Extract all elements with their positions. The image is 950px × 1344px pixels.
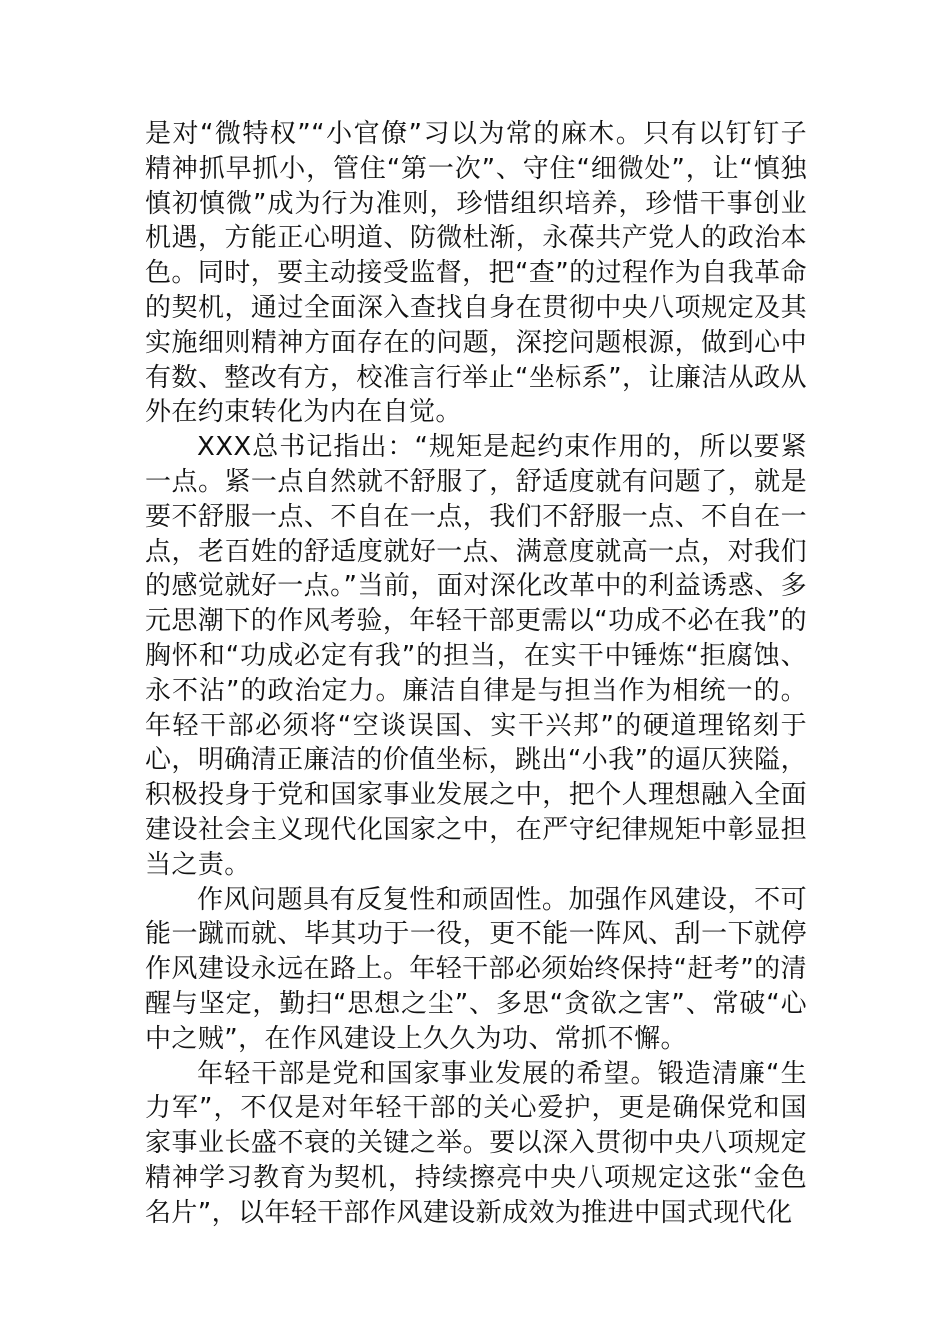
paragraph-2: XXX总书记指出：“规矩是起约束作用的，所以要紧一点。紧一点自然就不舒服了，舒适度就有问题了，就是要不舒服一点、不自在一点，我们不舒服一点、不自在一点，老百姓的舒适度就好一点、满意度就高一点，对我们的感觉就好一点。”当前，面对深化改革中的利益诱惑、多元思潮下的作风考验，年轻干部更需以“功成不必在我”的胸怀和“功成必定有我”的担当，在实干中锤炼“拒腐蚀、永不沾”的政治定力。廉洁自律是与担当作为相统一的。年轻干部必须将“空谈误国、实干兴邦”的硬道理铭刻于心，明确清正廉洁的价值坐标，跳出“小我”的逼仄狭隘，积极投身于党和国家事业发展之中，把个人理想融入全面建设社会主义现代化国家之中，在严守纪律规矩中彰显担当之责。 (145, 432, 807, 880)
paragraph-1: 是对“微特权”“小官僚”习以为常的麻木。只有以钉钉子精神抓早抓小，管住“第一次”、守住“细微处”，让“慎独慎初慎微”成为行为准则，珍惜组织培养，珍惜干事创业机遇，方能正心明道、防微杜渐，永葆共产党人的政治本色。同时，要主动接受监督，把“查”的过程作为自我革命的契机，通过全面深入查找自身在贯彻中央八项规定及其实施细则精神方面存在的问题，深挖问题根源，做到心中有数、整改有方，校准言行举止“坐标系”，让廉洁从政从外在约束转化为内在自觉。 (145, 119, 807, 428)
paragraph-3: 作风问题具有反复性和顽固性。加强作风建设，不可能一蹴而就、毕其功于一役，更不能一阵风、刮一下就停作风建设永远在路上。年轻干部必须始终保持“赶考”的清醒与坚定，勤扫“思想之尘”、多思“贪欲之害”、常破“心中之贼”，在作风建设上久久为功、常抓不懈。 (145, 884, 807, 1054)
body-text (145, 117, 807, 1231)
paragraph-4: 年轻干部是党和国家事业发展的希望。锻造清廉“生力军”，不仅是对年轻干部的关心爱护，更是确保党和国家事业长盛不衰的关键之举。要以深入贯彻中央八项规定精神学习教育为契机，持续擦亮中央八项规定这张“金色名片”，以年轻干部作风建设新成效为推进中国式现代化 (145, 1058, 807, 1228)
